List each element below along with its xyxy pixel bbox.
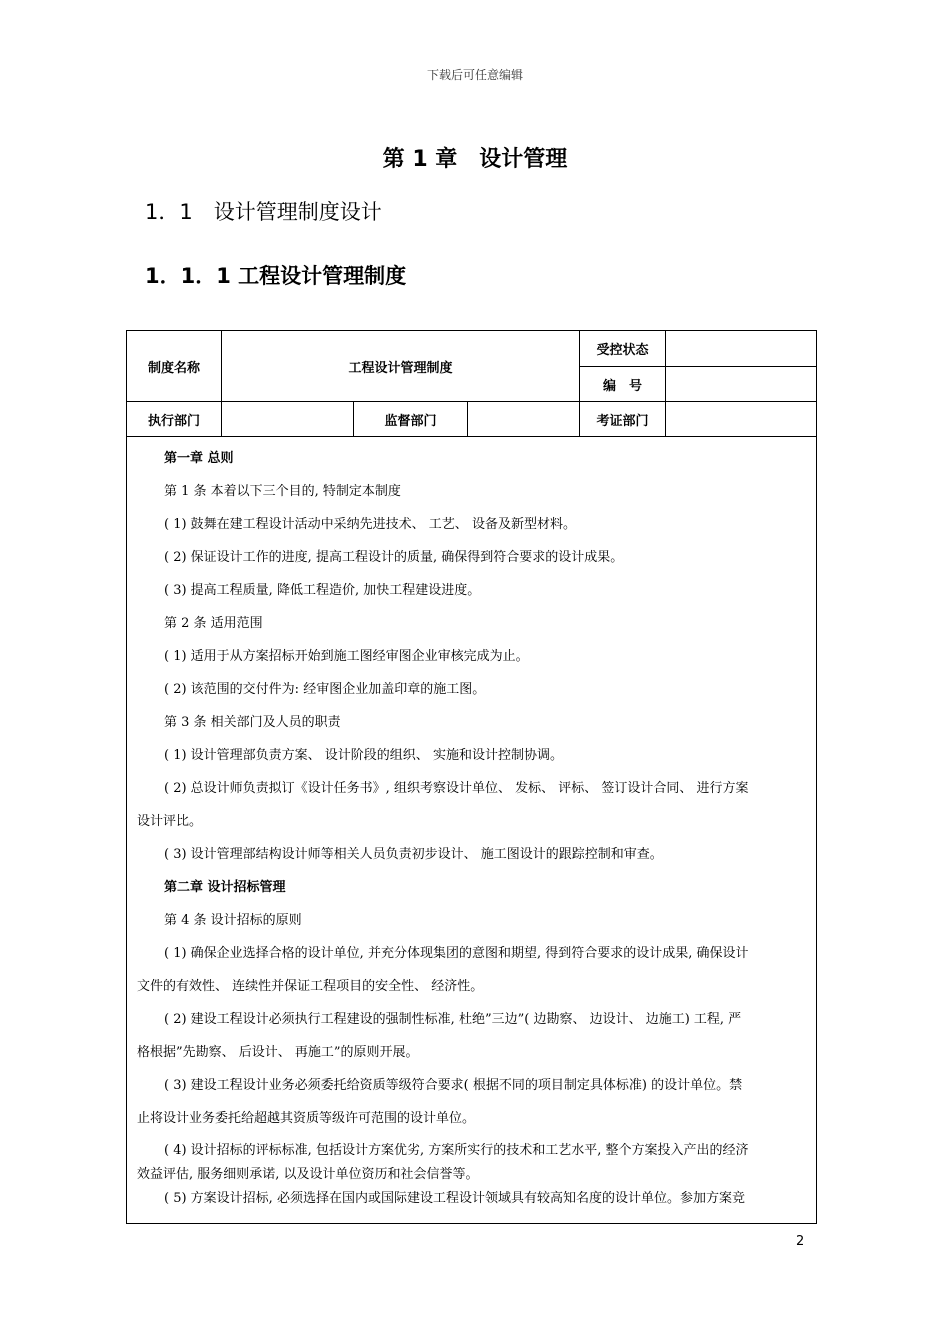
content-chapter-heading: 第二章 设计招标管理 bbox=[164, 880, 286, 895]
content-line: ( 2) 保证设计工作的进度, 提高工程设计的质量, 确保得到符合要求的设计成果。 bbox=[164, 550, 624, 565]
content-line: 第 1 条 本着以下三个目的, 特制定本制度 bbox=[164, 484, 401, 499]
regulation-content bbox=[127, 437, 816, 1223]
content-line: 第 3 条 相关部门及人员的职责 bbox=[164, 715, 341, 730]
content-chapter-heading: 第一章 总则 bbox=[164, 451, 234, 466]
content-line: ( 4) 设计招标的评标标准, 包括设计方案优劣, 方案所实行的技术和工艺水平, 整个方案投入产出的经济 bbox=[164, 1143, 749, 1158]
content-line: ( 1) 适用于从方案招标开始到施工图经审图企业审核完成为止。 bbox=[164, 649, 529, 664]
label-verify-dept: 考证部门 bbox=[580, 402, 666, 437]
content-line: 第 2 条 适用范围 bbox=[164, 616, 263, 631]
content-line: ( 2) 建设工程设计必须执行工程建设的强制性标准, 杜绝”三边”( 边勘察、 边设计、 边施工) 工程, 严 bbox=[164, 1012, 742, 1027]
value-number bbox=[666, 367, 817, 402]
content-line: ( 1) 设计管理部负责方案、 设计阶段的组织、 实施和设计控制协调。 bbox=[164, 748, 563, 763]
content-line-continued: 止将设计业务委托给超越其资质等级许可范围的设计单位。 bbox=[137, 1111, 476, 1126]
chapter-title: 第 1 章 设计管理 bbox=[382, 147, 568, 172]
content-line-continued: 格根据”先勘察、 后设计、 再施工”的原则开展。 bbox=[137, 1045, 419, 1060]
label-number: 编 号 bbox=[580, 367, 666, 402]
regulation-table bbox=[126, 330, 817, 1224]
content-line: ( 2) 总设计师负责拟订《设计任务书》, 组织考察设计单位、 发标、 评标、 签订设计合同、 进行方案 bbox=[164, 781, 749, 796]
content-line: ( 3) 提高工程质量, 降低工程造价, 加快工程建设进度。 bbox=[164, 583, 481, 598]
content-line: ( 1) 鼓舞在建工程设计活动中采纳先进技术、 工艺、 设备及新型材料。 bbox=[164, 517, 576, 532]
content-line: ( 3) 建设工程设计业务必须委托给资质等级符合要求( 根据不同的项目制定具体标准) 的设计单位。禁 bbox=[164, 1078, 743, 1093]
value-control-status bbox=[666, 331, 817, 367]
content-line-continued: 设计评比。 bbox=[137, 814, 203, 829]
value-exec-dept bbox=[222, 402, 354, 437]
value-verify-dept bbox=[666, 402, 817, 437]
content-line: ( 1) 确保企业选择合格的设计单位, 并充分体现集团的意图和期望, 得到符合要求的设计成果, 确保设计 bbox=[164, 946, 749, 961]
label-control-status: 受控状态 bbox=[580, 331, 666, 367]
label-regulation-name: 制度名称 bbox=[127, 331, 222, 402]
subsection-title: 1．1．1 工程设计管理制度 bbox=[145, 264, 407, 288]
regulation-content-cell bbox=[127, 437, 817, 1224]
content-line: 第 4 条 设计招标的原则 bbox=[164, 913, 302, 928]
content-line: ( 2) 该范围的交付件为: 经审图企业加盖印章的施工图。 bbox=[164, 682, 486, 697]
page-number: 2 bbox=[796, 1234, 805, 1249]
content-line-continued: 文件的有效性、 连续性并保证工程项目的安全性、 经济性。 bbox=[137, 979, 484, 994]
content-line: ( 5) 方案设计招标, 必须选择在国内或国际建设工程设计领域具有较高知名度的设计单位。参加方案竞 bbox=[164, 1191, 745, 1206]
section-title: 1．1 设计管理制度设计 bbox=[145, 200, 382, 224]
value-regulation-name: 工程设计管理制度 bbox=[222, 331, 580, 402]
label-supervise-dept: 监督部门 bbox=[354, 402, 468, 437]
content-line: ( 3) 设计管理部结构设计师等相关人员负责初步设计、 施工图设计的跟踪控制和审查。 bbox=[164, 847, 663, 862]
page-header-note: 下载后可任意编辑 bbox=[426, 68, 523, 82]
value-supervise-dept bbox=[468, 402, 580, 437]
content-line-continued: 效益评估, 服务细则承诺, 以及设计单位资历和社会信誉等。 bbox=[137, 1167, 479, 1182]
label-exec-dept: 执行部门 bbox=[127, 402, 222, 437]
